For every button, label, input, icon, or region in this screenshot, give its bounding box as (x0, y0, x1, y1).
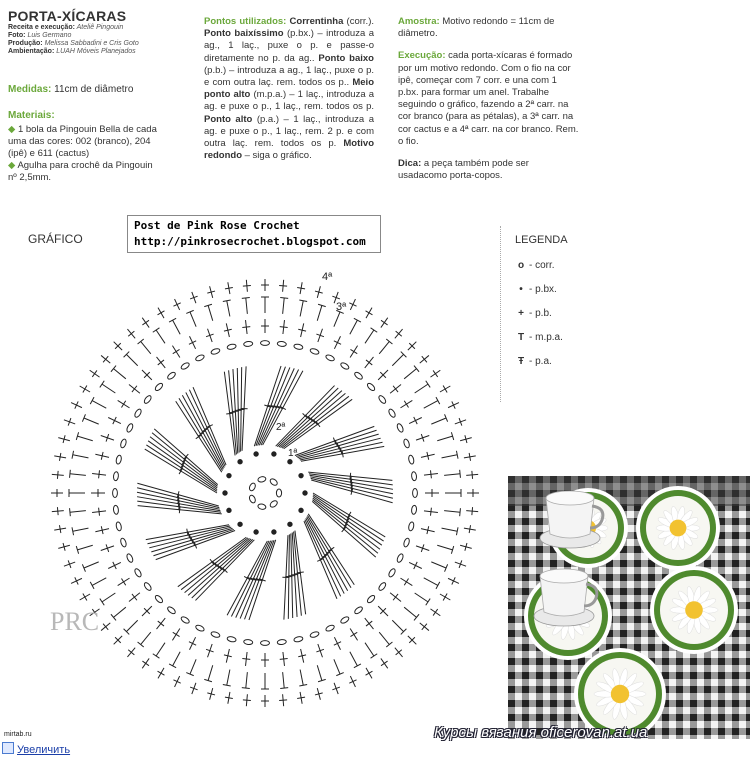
execucao: Execução: cada porta-xícaras é formado por um motivo redondo. Com o fio na cor ipê, começar com 7 corr. e una com 1 p.bx. para formar um anel. Trabalhe seguindo o gráfico, fazendo a 2ª carr. na cor branco (para as pétalas), a 3ª carr. na cor cactus e a 4ª carr. na cor branco. Rem. o fio. (398, 50, 579, 147)
medidas: Medidas: 11cm de diâmetro (8, 84, 134, 95)
credits-block: Receita e execução: Ateliê Pingouin Foto: Luis Germano Produção: Melissa Sabbadini e Cris Goto Ambientação: LUAH Móveis Planejados (8, 24, 139, 55)
double-crochet-icon: Ŧ (517, 356, 525, 367)
chain-icon: o (517, 260, 525, 271)
round-label-4: 4ª (322, 271, 333, 283)
round-label-2: 2ª (276, 422, 286, 433)
legend-item-pa: Ŧ - p.a. (513, 356, 580, 367)
round-label-1: 1ª (288, 448, 298, 459)
legend (500, 226, 580, 402)
product-photo (508, 476, 750, 739)
slip-stitch-icon: • (519, 284, 523, 295)
dica: Dica: a peça também pode ser usadacomo porta-copos. (398, 158, 529, 182)
grafico-heading: GRÁFICO (28, 232, 83, 246)
legend-item-corr: o - corr. (513, 260, 580, 271)
crochet-diagram (30, 258, 500, 728)
materiais-list (8, 124, 158, 184)
legend-title: LEGENDA (515, 234, 568, 246)
amostra: Amostra: Motivo redondo = 11cm de diâmetro. (398, 16, 555, 40)
materiais-heading: Materiais: (8, 110, 55, 121)
pontos-utilizados: Pontos utilizados: Correntinha (corr.). Ponto baixíssimo (p.bx.) – introduza a ag., 1 laç., puxe o p. e passe-o diretamente no p. da ag.. Ponto baixo (p.b.) – introduza a ag., 1 laç., puxe o p. e com outra laç. rem. todos os p.. Meio ponto alto (m.p.a.) – 1 laç., introduza a ag. e puxe o p., 1 laç., rem. todos os p. Ponto alto (p.a.) – 1 laç., introduza a ag. e puxe o p., 1 laç., rem. 2 p. e com outra laç. rem. todos os p. Motivo redondo – siga o gráfico. (204, 16, 374, 162)
blog-credit-box: Post de Pink Rose Crochet http://pinkrosecrochet.blogspot.com (127, 215, 381, 253)
instructions-column (398, 16, 580, 182)
legend-item-pbx: • - p.bx. (513, 284, 580, 295)
zoom-icon (2, 742, 14, 754)
page-title: PORTA-XÍCARAS (8, 8, 127, 24)
site-watermark: Курсы вязания oficerovan.at.ua (434, 724, 648, 741)
legend-item-mpa: T - m.p.a. (513, 332, 580, 343)
legend-item-pb: + - p.b. (513, 308, 580, 319)
prc-watermark: PRC (50, 607, 100, 636)
round-label-3: 3ª (336, 301, 347, 313)
source-mark: mirtab.ru (4, 731, 32, 738)
list-item: ◆ 1 bola da Pingouin Bella de cada uma das cores: 002 (branco), 204 (ipê) e 611 (cactus) (8, 124, 157, 159)
zoom-link[interactable]: Увеличить (0, 742, 70, 756)
list-item: ◆ Agulha para crochê da Pingouin nº 2,5mm. (8, 160, 153, 183)
single-crochet-icon: + (518, 308, 524, 319)
half-double-icon: T (517, 332, 525, 343)
